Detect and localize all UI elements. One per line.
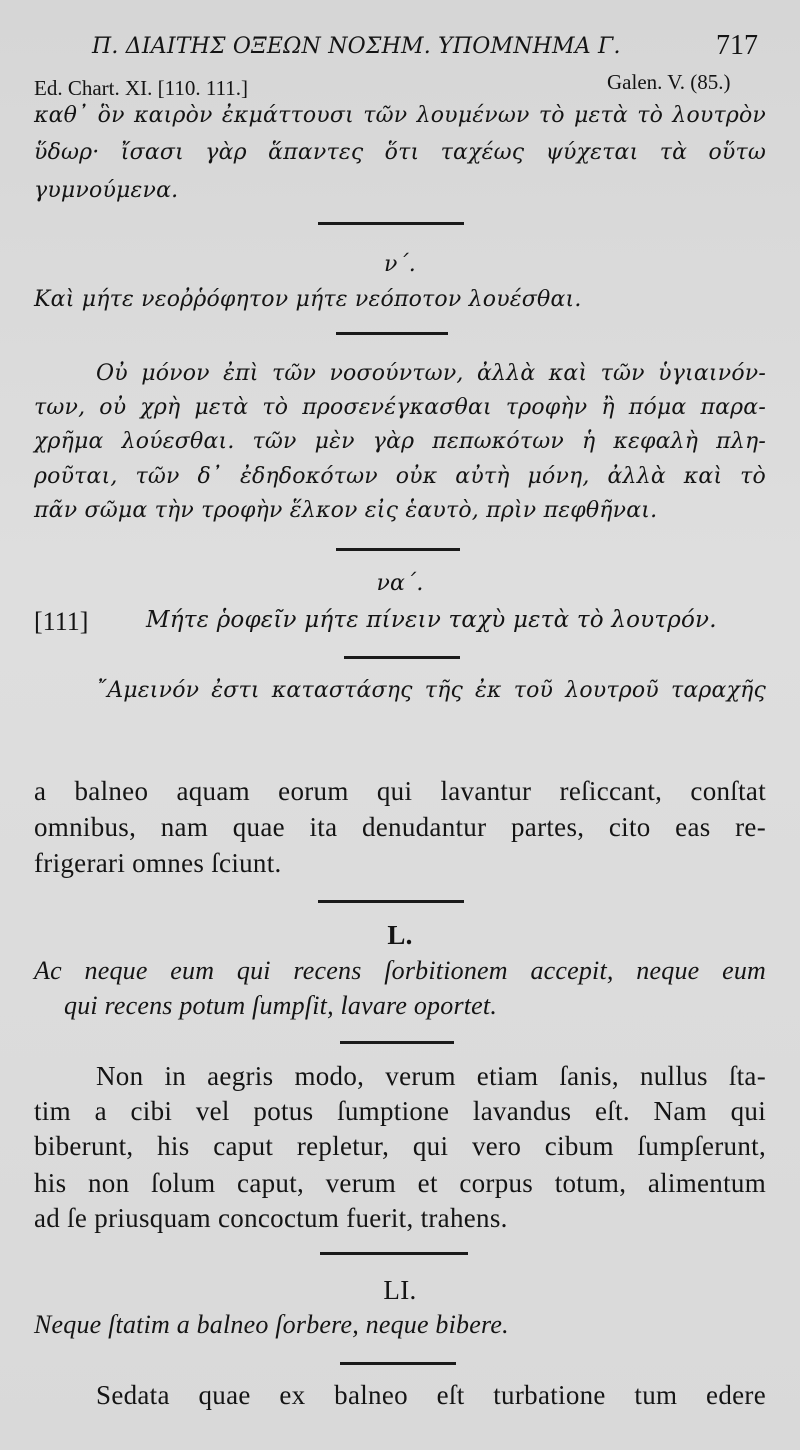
latin-lemma-line: Neque ſtatim a balneo ſorbere, neque bibere. [34, 1310, 509, 1339]
latin-section-number: LI. [383, 1275, 417, 1305]
section-divider [336, 332, 448, 335]
greek-commentary-line: πᾶν σῶμα τὴν τροφὴν ἕλκον εἰς ἑαυτὸ, πρὶν πεφθῆναι. [34, 498, 658, 523]
latin-intro-line: a balneo aquam eorum qui lavantur reſiccant, conſtat [34, 776, 766, 806]
greek-commentary-line: ῎Αμεινόν ἐστι καταστάσης τῆς ἐκ τοῦ λουτροῦ ταραχῆς [96, 678, 766, 703]
greek-intro-line: γυμνούμενα. [34, 178, 179, 203]
page-number: 717 [716, 30, 758, 61]
latin-commentary-line: ad ſe priusquam concoctum fuerit, trahens. [34, 1203, 508, 1233]
section-divider [336, 548, 460, 551]
section-divider [340, 1362, 456, 1365]
section-divider [340, 1041, 454, 1044]
greek-intro-line: καθ᾿ ὃν καιρὸν ἐκμάττουσι τῶν λουμένων τὸ μετὰ τὸ λουτρὸν [34, 103, 766, 128]
page-reference-bracket: [111] [34, 607, 89, 636]
section-divider [318, 222, 464, 225]
latin-intro-line: omnibus, nam quae ita denudantur partes, cito eas re- [34, 812, 766, 842]
greek-commentary-line: χρῆμα λούεσθαι. τῶν μὲν γὰρ πεπωκότων ἡ κεφαλὴ πλη- [34, 429, 766, 454]
latin-intro-line: frigerari omnes ſciunt. [34, 848, 282, 878]
latin-section-number: L. [387, 920, 413, 950]
greek-section-number: να΄. [376, 571, 424, 596]
greek-commentary-line: Οὐ μόνον ἐπὶ τῶν νοσούντων, ἀλλὰ καὶ τῶν ὑγιαινόν- [96, 361, 766, 386]
latin-commentary-line: Non in aegris modo, verum etiam ſanis, nullus ſta- [96, 1061, 766, 1091]
latin-commentary-line: Sedata quae ex balneo eſt turbatione tum edere [96, 1380, 766, 1410]
greek-lemma: Καὶ μήτε νεοῤῥόφητον μήτε νεόποτον λουέσθαι. [34, 287, 582, 312]
latin-commentary-line: biberunt, his caput repletur, qui vero cibum ſumpſerunt, [34, 1131, 766, 1161]
edition-reference-left: Ed. Chart. XI. [110. 111.] [34, 76, 249, 100]
running-title: Π. ΔΙΑΙΤΗΣ ΟΞΕΩΝ ΝΟΣΗΜ. ΥΠΟΜΝΗΜΑ Γ. [92, 34, 621, 59]
section-divider [320, 1252, 468, 1255]
greek-lemma: Μήτε ῥοφεῖν μήτε πίνειν ταχὺ μετὰ τὸ λουτρόν. [146, 607, 717, 633]
latin-lemma-line: qui recens potum ſumpſit, lavare oportet. [64, 991, 498, 1020]
latin-commentary-line: tim a cibi vel potus ſumptione lavandus eſt. Nam qui [34, 1096, 766, 1126]
greek-section-number: ν΄. [384, 252, 416, 277]
section-divider [344, 656, 460, 659]
latin-lemma-line: Ac neque eum qui recens ſorbitionem accepit, neque eum [34, 956, 766, 985]
greek-intro-line: ὕδωρ· ἴσασι γὰρ ἅπαντες ὅτι ταχέως ψύχεται τὰ οὕτω [34, 140, 766, 165]
latin-commentary-line: his non ſolum caput, verum et corpus totum, alimentum [34, 1168, 766, 1198]
greek-commentary-line: ροῦται, τῶν δ᾿ ἐδηδοκότων οὐκ αὐτὴ μόνη, ἀλλὰ καὶ τὸ [34, 464, 766, 489]
edition-reference-right: Galen. V. (85.) [607, 70, 731, 94]
greek-commentary-line: των, οὐ χρὴ μετὰ τὸ προσενέγκασθαι τροφὴν ἢ πόμα παρα- [34, 395, 766, 420]
section-divider [318, 900, 464, 903]
